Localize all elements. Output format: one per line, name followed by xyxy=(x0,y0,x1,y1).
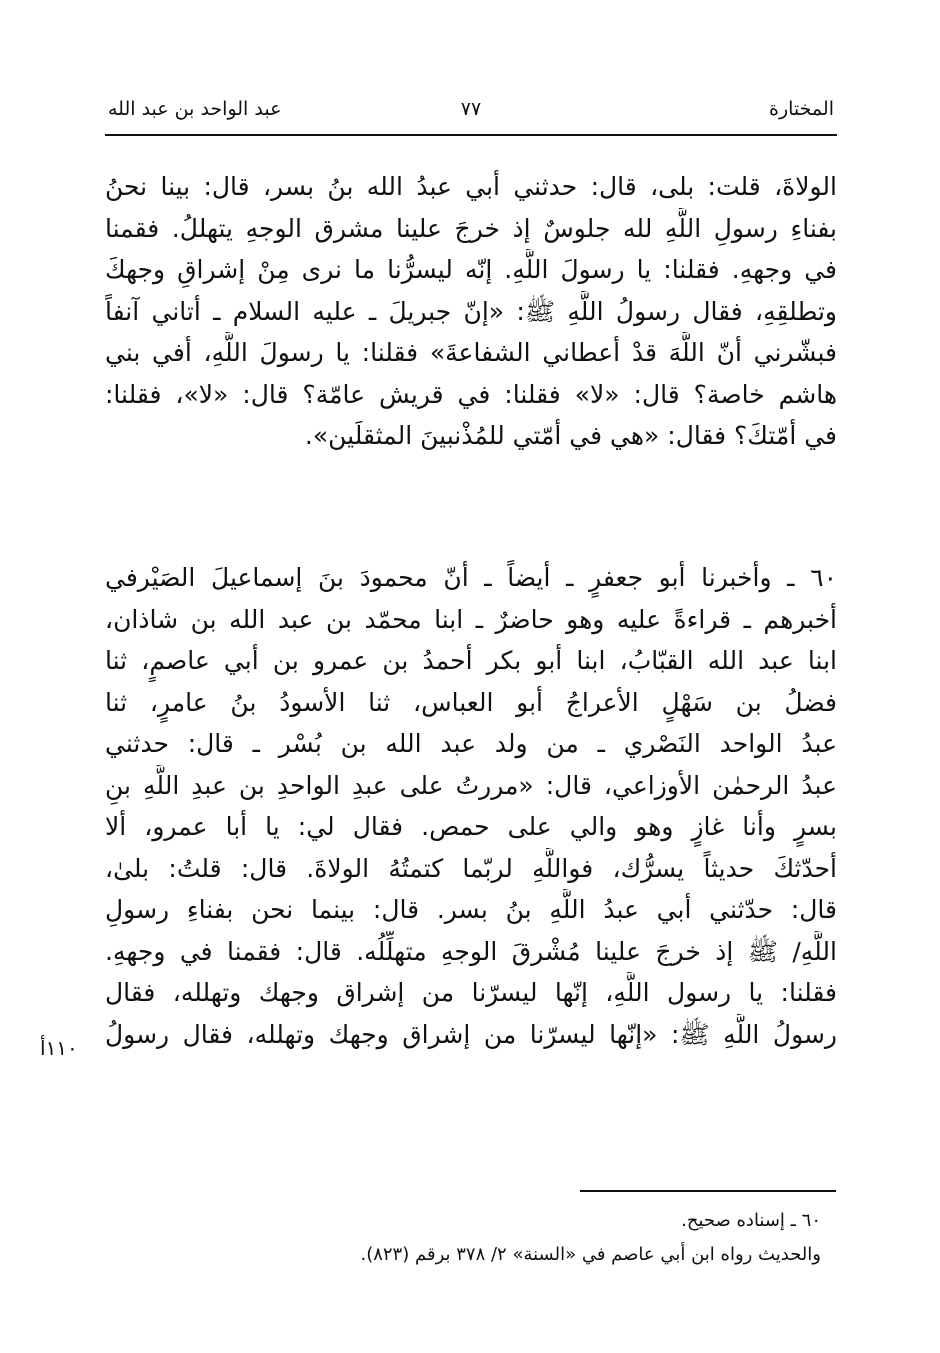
header-divider xyxy=(105,134,837,136)
text-line: فبشّرني أنّ اللَّهَ قدْ أعطاني الشفاعةَ» فقلنا: يا رسولَ اللَّهِ، أفي بني xyxy=(105,338,837,367)
manuscript-folio-note: ١١٠أ xyxy=(40,1036,78,1060)
text-line: أخبرهم ـ قراءةً عليه وهو حاضرٌ ـ ابنا محمّد بن عبد الله بن شاذان، xyxy=(105,604,837,634)
text-line: قال: حدّثني أبي عبدُ اللَّهِ بنُ بسر. قال: بينما نحن بفناءِ رسولِ xyxy=(105,895,837,924)
text-line: بسرٍ وأنا غازٍ وهو والي على حمص. فقال لي: يا أبا عمرو، ألا xyxy=(105,812,837,841)
text-line: الولاةَ، قلت: بلى، قال: حدثني أبي عبدُ الله بنُ بسر، قال: بينا نحنُ xyxy=(105,172,837,201)
text-line: اللَّهِ/ ﷺ إذ خرجَ علينا مُشْرقَ الوجهِ متهلِّلُه. قال: فقمنا في وجههِ. xyxy=(105,936,837,966)
text-line: بفناءِ رسولِ اللَّهِ لله جلوسٌ إذ خرجَ علينا مشرق الوجهِ يتهللُ. فقمنا xyxy=(105,213,837,243)
text-line: عبدُ الواحد النَصْري ـ من ولد عبد الله بن بُسْر ـ قال: حدثني xyxy=(105,729,837,758)
text-line: ابنا عبد الله القبّابُ، ابنا أبو بكر أحمدُ بن عمرو بن أبي عاصمٍ، ثنا xyxy=(105,646,837,675)
header-book-title: المختارة xyxy=(769,98,834,120)
text-line: في أمّتكَ؟ فقال: «هي في أمّتي للمُذْنبينَ المثقلَين». xyxy=(304,421,837,450)
text-line: وتطلقِهِ، فقال رسولُ اللَّهِ ﷺ: «إنّ جبريلَ ـ عليه السلام ـ أتاني آنفاً xyxy=(105,296,837,326)
paragraph-2 xyxy=(105,557,837,1055)
text-line: فقلنا: يا رسول اللَّهِ، إنّها ليسرّنا من إشراق وجهك وتهلله، فقال xyxy=(105,978,837,1007)
text-line: فضلُ بن سَهْلٍ الأعراجُ أبو العباس، ثنا الأسودُ بنُ عامرٍ، ثنا xyxy=(105,687,837,717)
text-line: في وجههِ. فقلنا: يا رسولَ اللَّهِ. إنّه ليسرُّنا ما نرى مِنْ إشراقِ وجهكَ xyxy=(105,255,837,284)
page-header xyxy=(108,96,834,130)
paragraph-1 xyxy=(105,166,837,457)
text-line: رسولُ اللَّهِ ﷺ: «إنّها ليسرّنا من إشراق وجهك وتهلله، فقال رسولُ xyxy=(105,1019,837,1049)
text-line: عبدُ الرحمٰن الأوزاعي، قال: «مررتُ على عبدِ الواحدِ بن عبدِ اللَّهِ بنِ xyxy=(105,770,837,800)
text-line: أحدّثكَ حديثاً يسرُّك، فواللَّهِ لربّما كتمتُهُ الولاةَ. قال: قلتُ: بلىٰ، xyxy=(105,853,837,883)
page-number: ٧٧ xyxy=(460,98,482,120)
footnote-divider xyxy=(580,1190,836,1192)
footnote-line: والحديث رواه ابن أبي عاصم في «السنة» ٢/ ٣٧٨ برقم (٨٢٣). xyxy=(360,1244,821,1265)
header-chapter-title: عبد الواحد بن عبد الله xyxy=(108,98,282,120)
text-line: هاشم خاصة؟ قال: «لا» فقلنا: في قريش عامّة؟ قال: «لا»، فقلنا: xyxy=(105,379,837,409)
text-line: ٦٠ ـ وأخبرنا أبو جعفرٍ ـ أيضاً ـ أنّ محمودَ بنَ إسماعيلَ الصَيْرفي xyxy=(105,563,837,592)
footnotes xyxy=(105,1204,837,1272)
footnote-line: ٦٠ ـ إسناده صحيح. xyxy=(681,1210,821,1231)
